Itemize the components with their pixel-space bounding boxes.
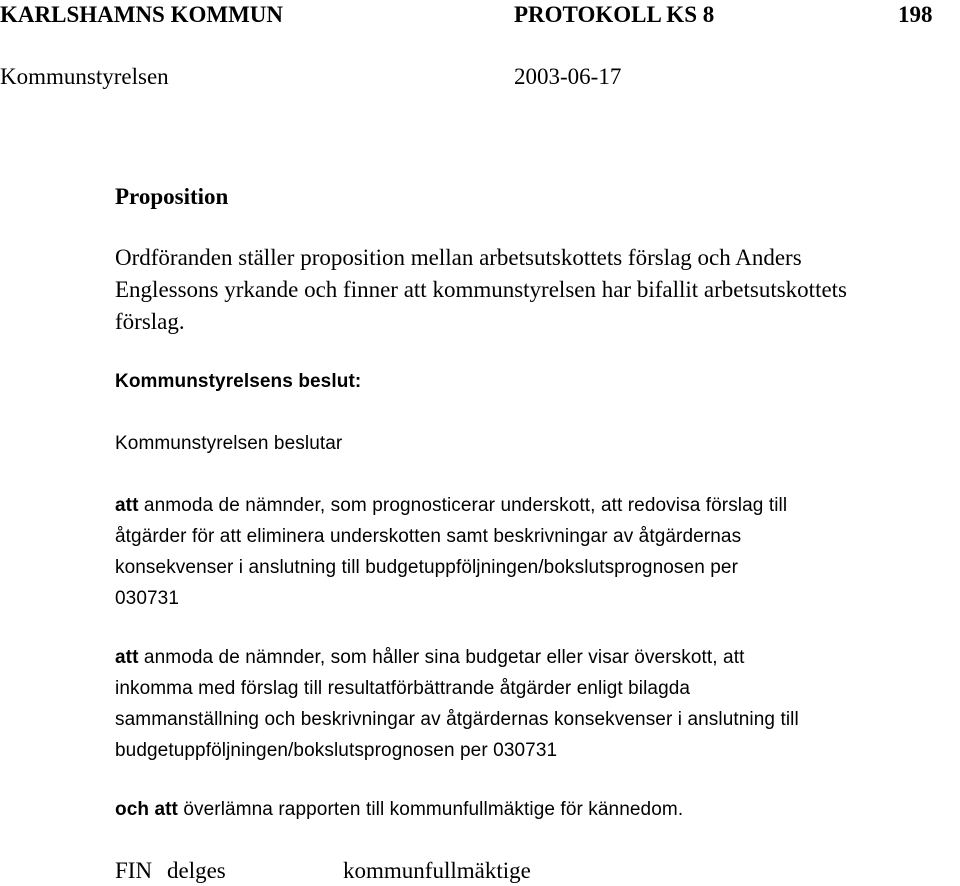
clause-keyword: att <box>115 495 139 516</box>
proposition-line: förslag. <box>115 309 185 334</box>
clause-keyword: att <box>115 647 139 668</box>
proposition-line: Ordföranden ställer proposition mellan arbetsutskottets förslag och Anders <box>115 245 802 270</box>
clause-keyword: och att <box>115 799 178 820</box>
decision-intro: Kommunstyrelsen beslutar <box>115 433 343 454</box>
distribution-target: kommunfullmäktige <box>343 858 531 883</box>
clause-1-line: 030731 <box>115 588 180 609</box>
clause-3-line: och att överlämna rapporten till kommunfullmäktige för kännedom. <box>115 799 684 820</box>
clause-2-line: budgetuppföljningen/bokslutsprognosen per 030731 <box>115 740 558 761</box>
clause-2-line: sammanställning och beskrivningar av åtgärdernas konsekvenser i anslutning till <box>115 709 799 730</box>
clause-2-first-line: att anmoda de nämnder, som håller sina budgetar eller visar överskott, att <box>115 647 745 668</box>
clause-1-line: konsekvenser i anslutning till budgetuppföljningen/bokslutsprognosen per <box>115 557 739 578</box>
proposition-line: Englessons yrkande och finner att kommunstyrelsen har bifallit arbetsutskottets <box>115 277 848 302</box>
distribution-label: delges <box>167 858 226 883</box>
distribution-recipient: FIN <box>115 858 153 883</box>
clause-1-first-line: att anmoda de nämnder, som prognosticerar underskott, att redovisa förslag till <box>115 495 788 516</box>
decision-heading: Kommunstyrelsens beslut: <box>115 371 362 392</box>
document-title: PROTOKOLL KS 8 <box>514 2 715 27</box>
clause-1-line: åtgärder för att eliminera underskotten samt beskrivningar av åtgärdernas <box>115 526 742 547</box>
proposition-heading: Proposition <box>115 184 229 209</box>
organization-name: KARLSHAMNS KOMMUN <box>0 2 284 27</box>
meeting-body: Kommunstyrelsen <box>0 64 169 89</box>
page-number: 198 <box>898 2 933 27</box>
clause-2-line: inkomma med förslag till resultatförbättrande åtgärder enligt bilagda <box>115 678 691 699</box>
meeting-date: 2003-06-17 <box>514 64 622 89</box>
